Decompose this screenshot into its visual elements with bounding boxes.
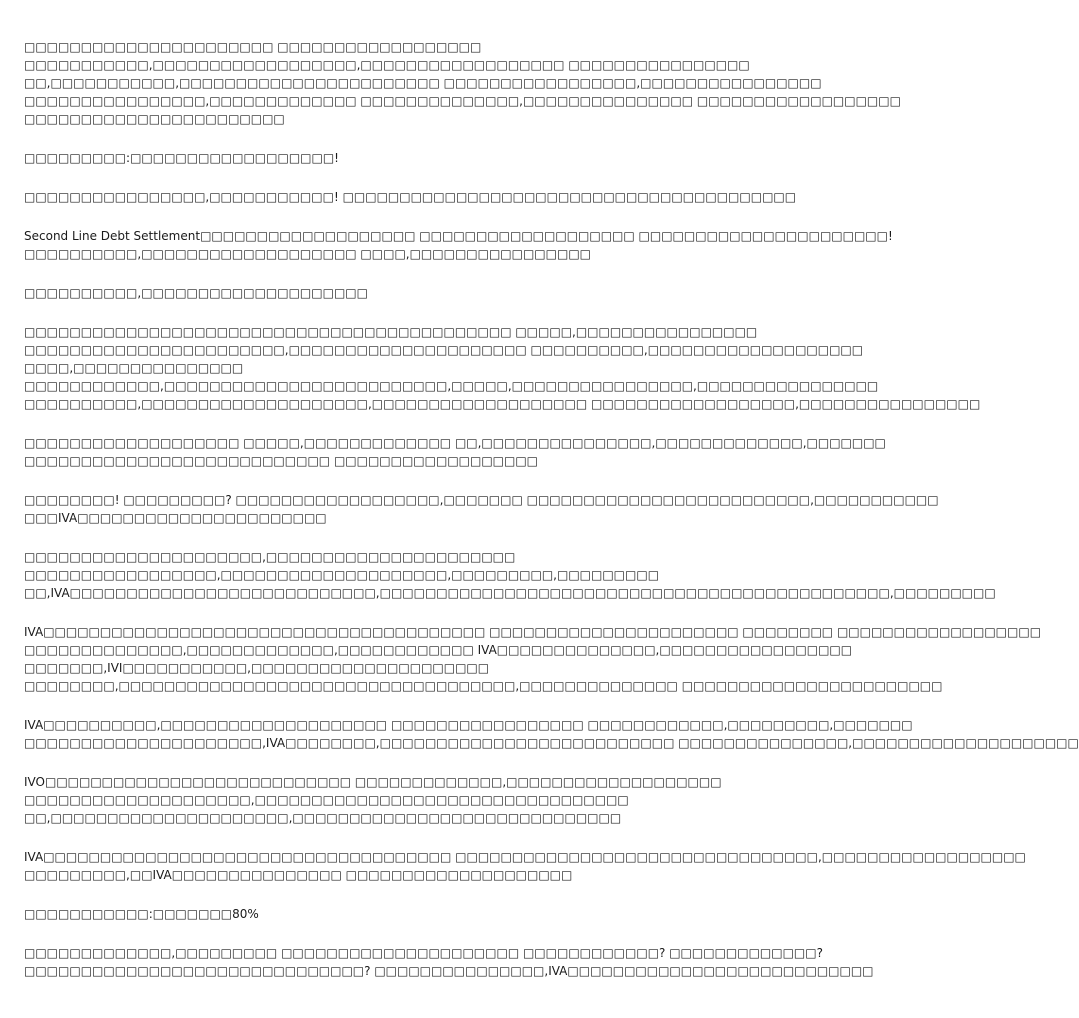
text-line: □□□□□□□□□□□,□□□□□□□□□□□□□□□□□□,□□□□□□□□□□□□□□□□□□ □□□□□□□□□□□□□□□□ [24, 58, 750, 72]
text-line: □□□□□□□□□□□□□□□□,□□□□□□□□□□□! □□□□□□□□□□□□□□□□□□□□□□□□□□□□□□□□□□□□□□□□ [24, 190, 797, 204]
text-line: □□□□□□□□□□□□,□□□□□□□□□□□□□□□□□□□□□□□□□,□□□□□,□□□□□□□□□□□□□□□□,□□□□□□□□□□□□□□□□ [24, 379, 879, 393]
text-line: □□,□□□□□□□□□□□,□□□□□□□□□□□□□□□□□□□□□□□ □□□□□□□□□□□□□□□□□,□□□□□□□□□□□□□□□□ [24, 76, 822, 90]
text-line: □□□□□□□□□□□□□□□□□□□□□□□,□□□□□□□□□□□□□□□□□□□□□ □□□□□□□□□□,□□□□□□□□□□□□□□□□□□□ [24, 343, 864, 357]
paragraph [24, 149, 696, 167]
paragraph [24, 944, 874, 980]
text-line: □□□□□□□□□□□□□□,□□□□□□□□□□□□□,□□□□□□□□□□□□ IVA□□□□□□□□□□□□□□,□□□□□□□□□□□□□□□□□ [24, 643, 853, 657]
text-line: □□□□□□□□□□□□□□□□□□□□□,□□□□□□□□□□□□□□□□□□□□□□ [24, 550, 516, 564]
text-line: IVO□□□□□□□□□□□□□□□□□□□□□□□□□□□ □□□□□□□□□□□□□,□□□□□□□□□□□□□□□□□□□ [24, 775, 722, 789]
paragraph [24, 434, 886, 470]
paragraph [24, 905, 696, 923]
paragraph [24, 284, 696, 302]
text-line: □□□□□□□□,□□□□□□□□□□□□□□□□□□□□□□□□□□□□□□□□□□□,□□□□□□□□□□□□□□ □□□□□□□□□□□□□□□□□□□□□□□ [24, 679, 943, 693]
text-line: □□□□□□□□□□,□□□□□□□□□□□□□□□□□□□ □□□□,□□□□□□□□□□□□□□□□ [24, 247, 591, 261]
paragraph [24, 491, 939, 527]
text-line: Second Line Debt Settlement□□□□□□□□□□□□□□□□□□□ □□□□□□□□□□□□□□□□□□□ □□□□□□□□□□□□□□□□□□□□□□! [24, 229, 893, 243]
text-line: □□□IVA□□□□□□□□□□□□□□□□□□□□□□ [24, 511, 327, 525]
paragraph [24, 227, 893, 263]
paragraph [24, 623, 1042, 695]
text-line: □□□□□□□□! □□□□□□□□□? □□□□□□□□□□□□□□□□□□,□□□□□□□ □□□□□□□□□□□□□□□□□□□□□□□□□,□□□□□□□□□□□ [24, 493, 939, 507]
text-line: □□,□□□□□□□□□□□□□□□□□□□□□,□□□□□□□□□□□□□□□□□□□□□□□□□□□□□ [24, 811, 622, 825]
text-line: IVA□□□□□□□□□□,□□□□□□□□□□□□□□□□□□□□ □□□□□□□□□□□□□□□□□ □□□□□□□□□□□□,□□□□□□□□□,□□□□□□□ [24, 718, 913, 732]
text-line: □□□□□□□□□□□□□□□□□□□□□□□□□□□□□□? □□□□□□□□□□□□□□□,IVA□□□□□□□□□□□□□□□□□□□□□□□□□□□ [24, 964, 874, 978]
text-line: □□□□□□□□□□□□□□□□,□□□□□□□□□□□□□ □□□□□□□□□□□□□□,□□□□□□□□□□□□□□□ □□□□□□□□□□□□□□□□□□ [24, 94, 901, 108]
text-line: □□□□□□□□□□□□□□□□□□□□□□□ [24, 112, 285, 126]
text-line: □□□□□□□□□□□□□□□□□□□□□□□□□□□ □□□□□□□□□□□□□□□□□□ [24, 454, 539, 468]
paragraph [24, 188, 797, 206]
text-line: □□□□□□□□□□□□□□□□□,□□□□□□□□□□□□□□□□□□□□,□□□□□□□□□,□□□□□□□□□ [24, 568, 660, 582]
text-line: □□□□□□□□□,□□IVA□□□□□□□□□□□□□□□ □□□□□□□□□□□□□□□□□□□□ [24, 868, 573, 882]
text-line: □□□□□□□□□□□□□□□□□□□□,□□□□□□□□□□□□□□□□□□□□□□□□□□□□□□□□□ [24, 793, 629, 807]
paragraph [24, 38, 901, 128]
text-line: □□□□□□□□□□□□□□□□□□□□□□ □□□□□□□□□□□□□□□□□□ [24, 40, 482, 54]
text-line: IVA□□□□□□□□□□□□□□□□□□□□□□□□□□□□□□□□□□□□□□□ □□□□□□□□□□□□□□□□□□□□□□ □□□□□□□□ □□□□□□□□□□□□□□□□□□ [24, 625, 1042, 639]
text-line: □□□□,□□□□□□□□□□□□□□□ [24, 361, 244, 375]
paragraph [24, 548, 996, 602]
text-line: □□□□□□□□□□□□□,□□□□□□□□□ □□□□□□□□□□□□□□□□□□□□□ □□□□□□□□□□□□? □□□□□□□□□□□□□? [24, 946, 823, 960]
paragraph [24, 848, 1026, 884]
text-line: □□□□□□□□□□□□□□□□□□□ □□□□□,□□□□□□□□□□□□□ □□,□□□□□□□□□□□□□□□,□□□□□□□□□□□□□,□□□□□□□ [24, 436, 886, 450]
text-line: □□□□□□□□□□,□□□□□□□□□□□□□□□□□□□□ [24, 286, 368, 300]
paragraph [24, 773, 722, 827]
text-line: □□□□□□□,IVI□□□□□□□□□□□,□□□□□□□□□□□□□□□□□□□□□ [24, 661, 490, 675]
text-line: IVA□□□□□□□□□□□□□□□□□□□□□□□□□□□□□□□□□□□□ □□□□□□□□□□□□□□□□□□□□□□□□□□□□□□□□,□□□□□□□□□□□□□□□□□□ [24, 850, 1026, 864]
text-line: □□□□□□□□□□□□□□□□□□□□□□□□□□□□□□□□□□□□□□□□□□□ □□□□□,□□□□□□□□□□□□□□□□ [24, 325, 758, 339]
text-line: □□□□□□□□□□,□□□□□□□□□□□□□□□□□□□□,□□□□□□□□□□□□□□□□□□□ □□□□□□□□□□□□□□□□□□,□□□□□□□□□□□□□□□□ [24, 397, 981, 411]
paragraph [24, 323, 981, 413]
text-line: □□□□□□□□□□□:□□□□□□□80% [24, 907, 259, 921]
text-line: □□,IVA□□□□□□□□□□□□□□□□□□□□□□□□□□□,□□□□□□□□□□□□□□□□□□□□□□□□□□□□□□□□□□□□□□□□□□□□□,□□□□□□□□□ [24, 586, 996, 600]
paragraph [24, 716, 1079, 752]
text-line: □□□□□□□□□:□□□□□□□□□□□□□□□□□□! [24, 151, 339, 165]
text-line: □□□□□□□□□□□□□□□□□□□□□,IVA□□□□□□□□,□□□□□□□□□□□□□□□□□□□□□□□□□□ □□□□□□□□□□□□□□□,□□□□□□□□□□□□□□□□□□□□ [24, 736, 1079, 750]
